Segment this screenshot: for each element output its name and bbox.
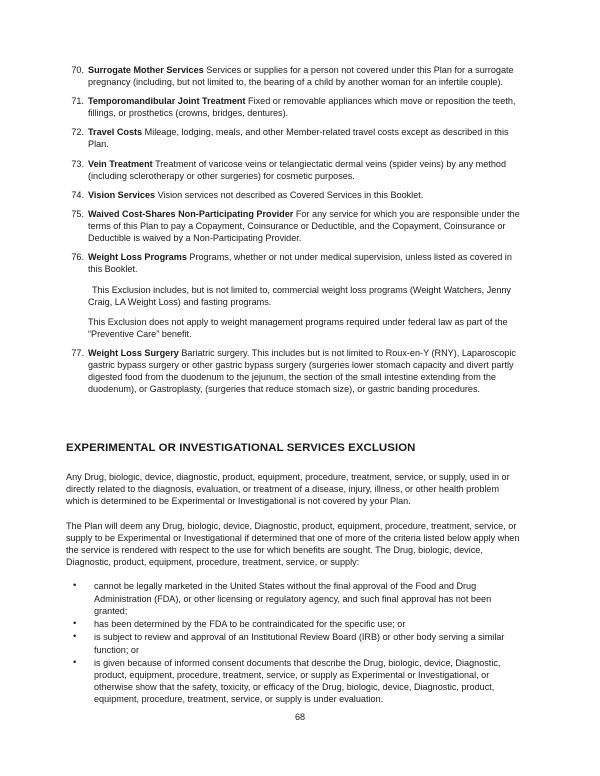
exclusion-term: Vein Treatment <box>88 158 153 169</box>
criteria-text: cannot be legally marketed in the United States without the final approval of the Food and Drug Administration (FDA), or other licensing or regulatory agency, and such final approval has not been granted; <box>94 581 492 616</box>
criteria-list <box>66 580 522 705</box>
weight-loss-note-2: This Exclusion does not apply to weight management programs required under federal law as part of the “Preventive Care” benefit. <box>88 316 508 339</box>
heading-spacer <box>66 402 522 442</box>
exclusion-number: 74. <box>71 189 84 200</box>
weight-loss-note-1: This Exclusion includes, but is not limited to, commercial weight loss programs (Weight Watchers, Jenny Craig, LA Weight Loss) and fasting programs. <box>88 285 511 308</box>
exclusion-text: Mileage, lodging, meals, and other Member-related travel costs except as described in this Plan. <box>88 127 509 150</box>
exclusion-item-77 <box>66 347 522 395</box>
exclusion-number: 72. <box>71 127 84 138</box>
criteria-item <box>66 580 522 617</box>
section-heading: EXPERIMENTAL OR INVESTIGATIONAL SERVICES EXCLUSION <box>66 442 416 455</box>
criteria-text: is given because of informed consent documents that describe the Drug, biologic, device, Diagnostic, product, equipment, procedure, treatment, service, or supply as Experimental or Investigational, or otherwise show that the safety, toxicity, or efficacy of the Drug, biologic, device, Diagnostic, product, equipment, procedure, treatment, service, or supply is under evaluation. <box>94 657 501 705</box>
exclusion-text: Bariatric surgery. This includes but is not limited to Roux-en-Y (RNY), Laparoscopic gastric bypass surgery or other gastric bypass surgery (surgeries lower stomach capacity and divert partly digested food from the duodenum to the jejunum, the section of the small intestine extending from the duodenum), or Gastroplasty, (surgeries that reduce stomach size), or gastric banding procedures. <box>88 347 516 394</box>
bullet-icon: • <box>73 580 77 592</box>
exclusion-text: Treatment of varicose veins or telangiectatic dermal veins (spider veins) by any method (including sclerotherapy or other surgeries) for cosmetic purposes. <box>88 158 507 181</box>
criteria-item <box>66 631 522 655</box>
exclusion-text: Fixed or removable appliances which move or reposition the teeth, fillings, or prosthetics (crowns, bridges, dentures). <box>88 96 516 119</box>
exclusion-text: For any service for which you are responsible under the terms of this Plan to pay a Copayment, Coinsurance or Deductible, and the Copayment, Coinsurance or Deductible is waived by a Non-Participating Provider. <box>88 208 520 244</box>
exclusion-text: Services or supplies for a person not covered under this Plan for a surrogate pregnancy (including, but not limited to, the bearing of a child by another woman for an infertile couple). <box>88 65 514 88</box>
exclusion-item-73 <box>66 158 522 182</box>
exclusion-number: 75. <box>71 208 84 219</box>
criteria-text: is subject to review and approval of an Institutional Review Board (IRB) or other body serving a similar function; or <box>94 632 505 655</box>
exclusion-term: Waived Cost-Shares Non-Participating Provider <box>88 208 294 219</box>
heading-bottom-spacer <box>66 454 522 471</box>
bullet-icon: • <box>73 631 77 643</box>
exclusion-item-70 <box>66 64 522 88</box>
exclusion-number: 73. <box>71 158 84 169</box>
exclusion-number: 76. <box>71 252 84 263</box>
page-content <box>66 64 522 707</box>
bullet-icon: • <box>73 618 77 630</box>
exclusion-item-71 <box>66 95 522 119</box>
exclusion-term: Vision Services <box>88 189 156 200</box>
section-paragraph-2: The Plan will deem any Drug, biologic, device, Diagnostic, product, equipment, procedure, treatment, service, or supply to be Experimental or Investigational if determined that one of more of the criteria listed below apply when the service is rendered with respect to the use for which benefits are sought. The Drug, biologic, device, Diagnostic, product, equipment, procedure, treatment, service, or supply: <box>66 520 520 568</box>
criteria-item <box>66 657 522 706</box>
exclusion-term: Surrogate Mother Services <box>88 65 204 75</box>
exclusion-text: Vision services not described as Covered Services in this Booklet. <box>155 189 424 200</box>
exclusion-term: Weight Loss Surgery <box>88 347 179 358</box>
exclusion-item-74 <box>66 189 522 201</box>
exclusion-term: Temporomandibular Joint Treatment <box>88 96 246 107</box>
exclusion-text: Programs, whether or not under medical supervision, unless listed as covered in this Booklet. <box>88 252 512 275</box>
exclusion-number: 77. <box>71 347 84 358</box>
exclusion-number: 71. <box>71 96 84 107</box>
criteria-text: has been determined by the FDA to be contraindicated for the specific use; or <box>94 619 406 630</box>
exclusion-term: Weight Loss Programs <box>88 252 187 263</box>
exclusions-list-continued <box>66 347 522 395</box>
exclusion-item-72 <box>66 126 522 150</box>
exclusion-term: Travel Costs <box>88 127 143 138</box>
exclusions-list <box>66 64 522 275</box>
bullet-icon: • <box>73 656 77 668</box>
exclusion-number: 70. <box>71 65 84 75</box>
criteria-item <box>66 618 522 630</box>
exclusion-item-75 <box>66 208 522 244</box>
page-number: 68 <box>294 712 306 722</box>
section-paragraph-1: Any Drug, biologic, device, diagnostic, product, equipment, procedure, treatment, service, or supply, used in or directly related to the diagnosis, evaluation, or treatment of a disease, injury, illness, or other health problem which is determined to be Experimental or Investigational is not covered by your Plan. <box>66 472 510 507</box>
exclusion-item-76 <box>66 251 522 275</box>
